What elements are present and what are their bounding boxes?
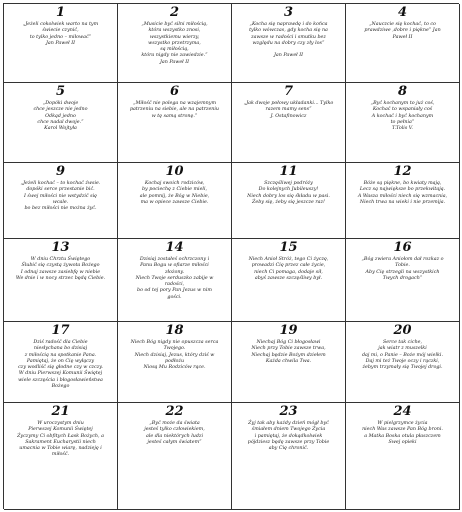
quote-card-22 (118, 403, 232, 510)
card-text: Bóże są piękne, bo kwiaty mają, Lecz są największe bo przekwitają. A Wasza miłości niech się wzmacnia, Niech trwa na wieki i nie przemija. (357, 181, 448, 205)
card-number: 1 (55, 5, 66, 20)
quote-card-12 (346, 163, 460, 239)
quote-card-7 (232, 83, 346, 163)
quote-card-18 (118, 322, 232, 403)
card-number: 5 (55, 84, 66, 99)
card-text: Niech Anioł Stróż, tego Ci życzę, prowadzi Cię przez całe życie, niech Ci pomaga, dodaje sił, abyś zawsze szczęśliwy był. (248, 257, 329, 281)
card-number: 14 (165, 240, 184, 255)
card-text: Serce tak ciche, jak wiatr z muszelki daj mi, o Panie – Boże mój wielki. Daj mi też Twoje oczy i rączki, żebym trzymały się Twojej drogi. (361, 340, 443, 371)
card-number: 6 (169, 84, 180, 99)
card-text: „Być kochanym to już coś, Kochać to wspaniały coś A kochać i być kochanym to pełnia” T.Tolis V. (370, 101, 435, 132)
card-text: Kochaj swoich rodziców, by pociechę z Ciebie mieli, ale pomnij, że Bóg w Niebie, ma w opiece zawsze Ciebie. (139, 181, 210, 205)
card-number: 8 (397, 84, 408, 99)
card-text: „Nauczcie się kochać, to co prawdziwe ,dobre i piękne” Jan Paweł II (364, 22, 441, 40)
quote-card-15 (232, 239, 346, 322)
quote-card-16 (346, 239, 460, 322)
card-number: 15 (279, 240, 298, 255)
card-text: W pielgrzymce życia niech Was zawsze Pan Bóg broni. a Matka Boska otula płaszczem Swej opieki (362, 421, 443, 445)
quote-card-4 (346, 4, 460, 83)
quote-card-23 (232, 403, 346, 510)
quote-grid (3, 3, 459, 509)
card-text: Dzisiaj zostałeś ochrzczony i Panu Bogu w ofiarze miłości złożony. Niech Twoje serduszko zabije w radości, bo od tej pory Pan Jezus w nim gości. (135, 257, 214, 300)
card-number: 24 (393, 404, 412, 419)
card-number: 17 (51, 323, 70, 338)
quote-card-21 (4, 403, 118, 510)
card-text: W dniu Chrztu Świętego Ślubić się czystą żywota Bożego I odnaj zawsze zasiebfę w niebie We dnie i w nocy strzec będą Ciebie. (15, 257, 106, 281)
card-text: „Dopóki dwoje chce jeszcze nie jedno Odkąd jedno chce nadal dwoje.” Karol Wojtyła (33, 101, 88, 132)
card-text: „Bóg zwiera Aniołom dał rozkaz o Tobie. Aby Cię strzegli na wszystkich Twych drogach” (361, 257, 444, 281)
card-number: 12 (393, 164, 412, 179)
card-text: Dziś radość dla Ciebie niesłychana bo dzisiaj z miłością na spotkanie Pana. Pamiętaj, że on Cię wyłączy czy wodliść się głodne czy w czczy. W dniu Pierwszej Komunii Świętej wiele szczęścia i błogosławieństwa Bożego (18, 340, 103, 390)
card-number: 3 (283, 5, 294, 20)
card-text: „Jak dwoje połowy układanki... Tylko razem mamy sens” J. Ostafinowicz (243, 101, 334, 119)
card-number: 22 (165, 404, 184, 419)
card-number: 16 (393, 240, 412, 255)
card-number: 4 (397, 5, 408, 20)
card-number: 7 (283, 84, 294, 99)
quote-card-19 (232, 322, 346, 403)
quote-card-1 (4, 4, 118, 83)
quote-card-5 (4, 83, 118, 163)
card-number: 21 (51, 404, 70, 419)
card-text: „Musicie być silni miłością, która wszystko znosi, wszystkiemu wierzy, wszystko przetrzyma, są miłością, która nigdy nie zawiedzie.” Jan Paweł II (141, 22, 208, 65)
card-text: „Kocha się naprawdę i do końca tylko wówczas, gdy kocha się na zawsze w radości i smutku bez względu na dobry czy zły los” Jan Paweł II (249, 22, 328, 59)
card-text: W uroczystym dniu Pierwszej Komunii Świętej Życzymy Ci obfitych Łask Bożych, a Sakrament Eucharystii niech umacnia w Tobie wiarę, nadzieję i miłość. (17, 421, 104, 458)
card-text: Szczęśliwej podróży Do kolejnych Jubileuszy! Niech dobry los się śkładu w pasi. Żeby się, żeby się jeszcze raz! (247, 181, 330, 205)
quote-card-8 (346, 83, 460, 163)
card-text: „Miłość nie polega na wzajemnym patrzeniu na siebie, ale na patrzeniu w tę samą stronę.” (129, 101, 220, 119)
card-text: Żyj tak aby każdy dzień mógł być śmiałem dniem Twojego Życia i pamiętaj, że dokądkolwiek pójdziesz będę zawsze przy Tobie aby Cię chronić. (247, 421, 330, 452)
card-number: 13 (51, 240, 70, 255)
card-number: 23 (279, 404, 298, 419)
card-number: 18 (165, 323, 184, 338)
card-number: 19 (279, 323, 298, 338)
quote-card-10 (118, 163, 232, 239)
card-text: „Być może da świata jesteś tylko człowiekiem, ale dla niektórych ludzi jesteś całym światem” (144, 421, 205, 445)
quote-card-11 (232, 163, 346, 239)
card-text: Niech Bóg nigdy nie opuszcza serca Twojego. Niech dzisiaj, Jezus, który dziś w podłożu Niosą Mu Rodziców rące. (130, 340, 219, 371)
card-text: Niechaj Bóg Ci błogosławi Niech przy Tobie zawsze trwa, Niechaj będzie Bożym dziełem Każda chwila Twa. (251, 340, 326, 364)
quote-card-6 (118, 83, 232, 163)
quote-card-13 (4, 239, 118, 322)
card-text: „Jeżeli cokolwiek warto na tym świecie czynić, to tylko jedno – miłować” Jan Paweł II (22, 22, 99, 46)
quote-card-14 (118, 239, 232, 322)
card-number: 10 (165, 164, 184, 179)
card-number: 2 (169, 5, 180, 20)
quote-card-24 (346, 403, 460, 510)
card-number: 9 (55, 164, 66, 179)
quote-card-9 (4, 163, 118, 239)
quote-card-2 (118, 4, 232, 83)
quote-card-3 (232, 4, 346, 83)
card-text: „Jeżeli kochać – to kochać źwsie. dopóki serce przestanie bić. I śwej miłości nie wstydzić się wcale. bo bez miłości nie można żyć. (20, 181, 101, 212)
card-number: 20 (393, 323, 412, 338)
card-number: 11 (279, 164, 298, 179)
quote-card-20 (346, 322, 460, 403)
quote-card-17 (4, 322, 118, 403)
